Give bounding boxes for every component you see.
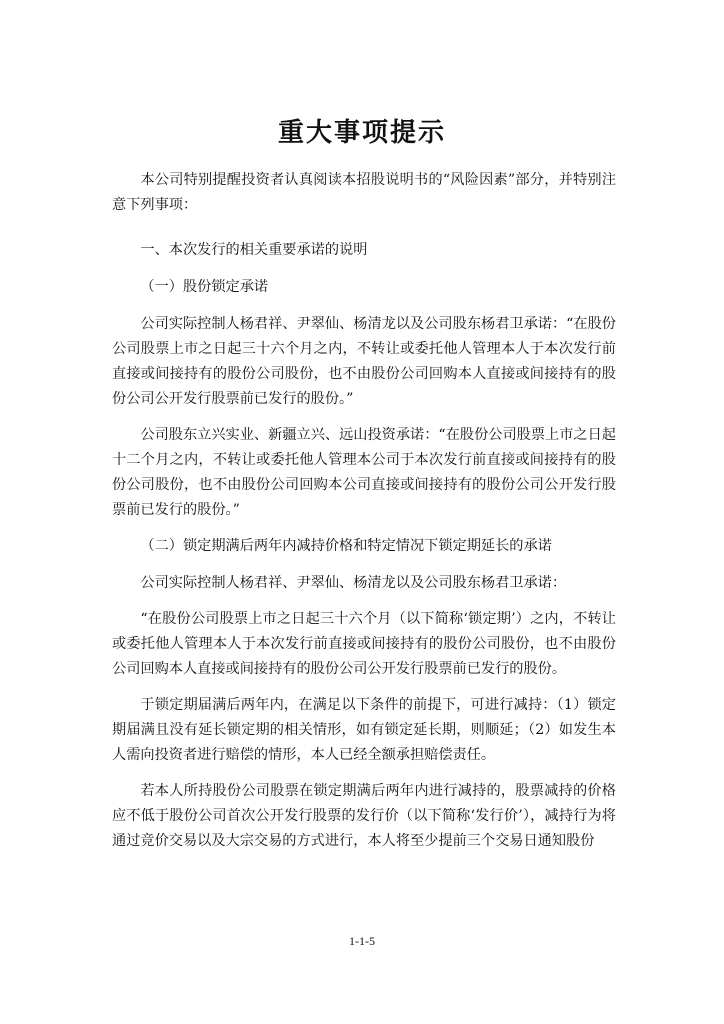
intro-paragraph: 本公司特别提醒投资者认真阅读本招股说明书的“风险因素”部分，并特别注意下列事项： bbox=[112, 172, 616, 213]
paragraph-reduction-intro: 公司实际控制人杨君祥、尹翠仙、杨清龙以及公司股东杨君卫承诺： bbox=[140, 575, 567, 591]
subsection-heading-reduction: （二）锁定期满后两年内减持价格和特定情况下锁定期延长的承诺 bbox=[140, 538, 552, 554]
page-number: 1-1-5 bbox=[349, 934, 375, 948]
paragraph-reduction-price: 若本人所持股份公司股票在锁定期满后两年内进行减持的，股票减持的价格应不低于股份公司首次公开发行股票的发行价（以下简称‘发行价’），减持行为将通过竞价交易以及大宗交易的方式进行，本人将至少提前三个交易日通知股份 bbox=[112, 783, 616, 849]
section-heading-1: 一、本次发行的相关重要承诺的说明 bbox=[140, 242, 368, 258]
paragraph-lockup-period: “在股份公司股票上市之日起三十六个月（以下简称‘锁定期’）之内，不转让或委托他人管理本人于本次发行前直接或间接持有的股份公司股份，也不由股份公司回购本人直接或间接持有的股份公司公开发行股票前已发行的股份。 bbox=[112, 611, 616, 677]
paragraph-reduction-conditions: 于锁定期届满后两年内，在满足以下条件的前提下，可进行减持：（1）锁定期届满且没有延长锁定期的相关情形，如有锁定延长期，则顺延；（2）如发生本人需向投资者进行赔偿的情形，本人已经全额承担赔偿责任。 bbox=[112, 697, 616, 763]
paragraph-shareholder-commitment: 公司股东立兴实业、新疆立兴、远山投资承诺：“在股份公司股票上市之日起十二个月之内，不转让或委托他人管理本公司于本次发行前直接或间接持有的股份公司股份，也不由股份公司回购本公司直接或间接持有的股份公司公开发行股票前已发行的股份。” bbox=[112, 427, 616, 518]
subsection-heading-lockup: （一）股份锁定承诺 bbox=[140, 279, 269, 295]
paragraph-controller-commitment: 公司实际控制人杨君祥、尹翠仙、杨清龙以及公司股东杨君卫承诺：“在股份公司股票上市之日起三十六个月之内，不转让或委托他人管理本人于本次发行前直接或间接持有的股份公司股份，也不由股份公司回购本人直接或间接持有的股份公司公开发行股票前已发行的股份。” bbox=[112, 316, 616, 407]
page-title: 重大事项提示 bbox=[277, 118, 446, 148]
document-body bbox=[112, 168, 616, 865]
